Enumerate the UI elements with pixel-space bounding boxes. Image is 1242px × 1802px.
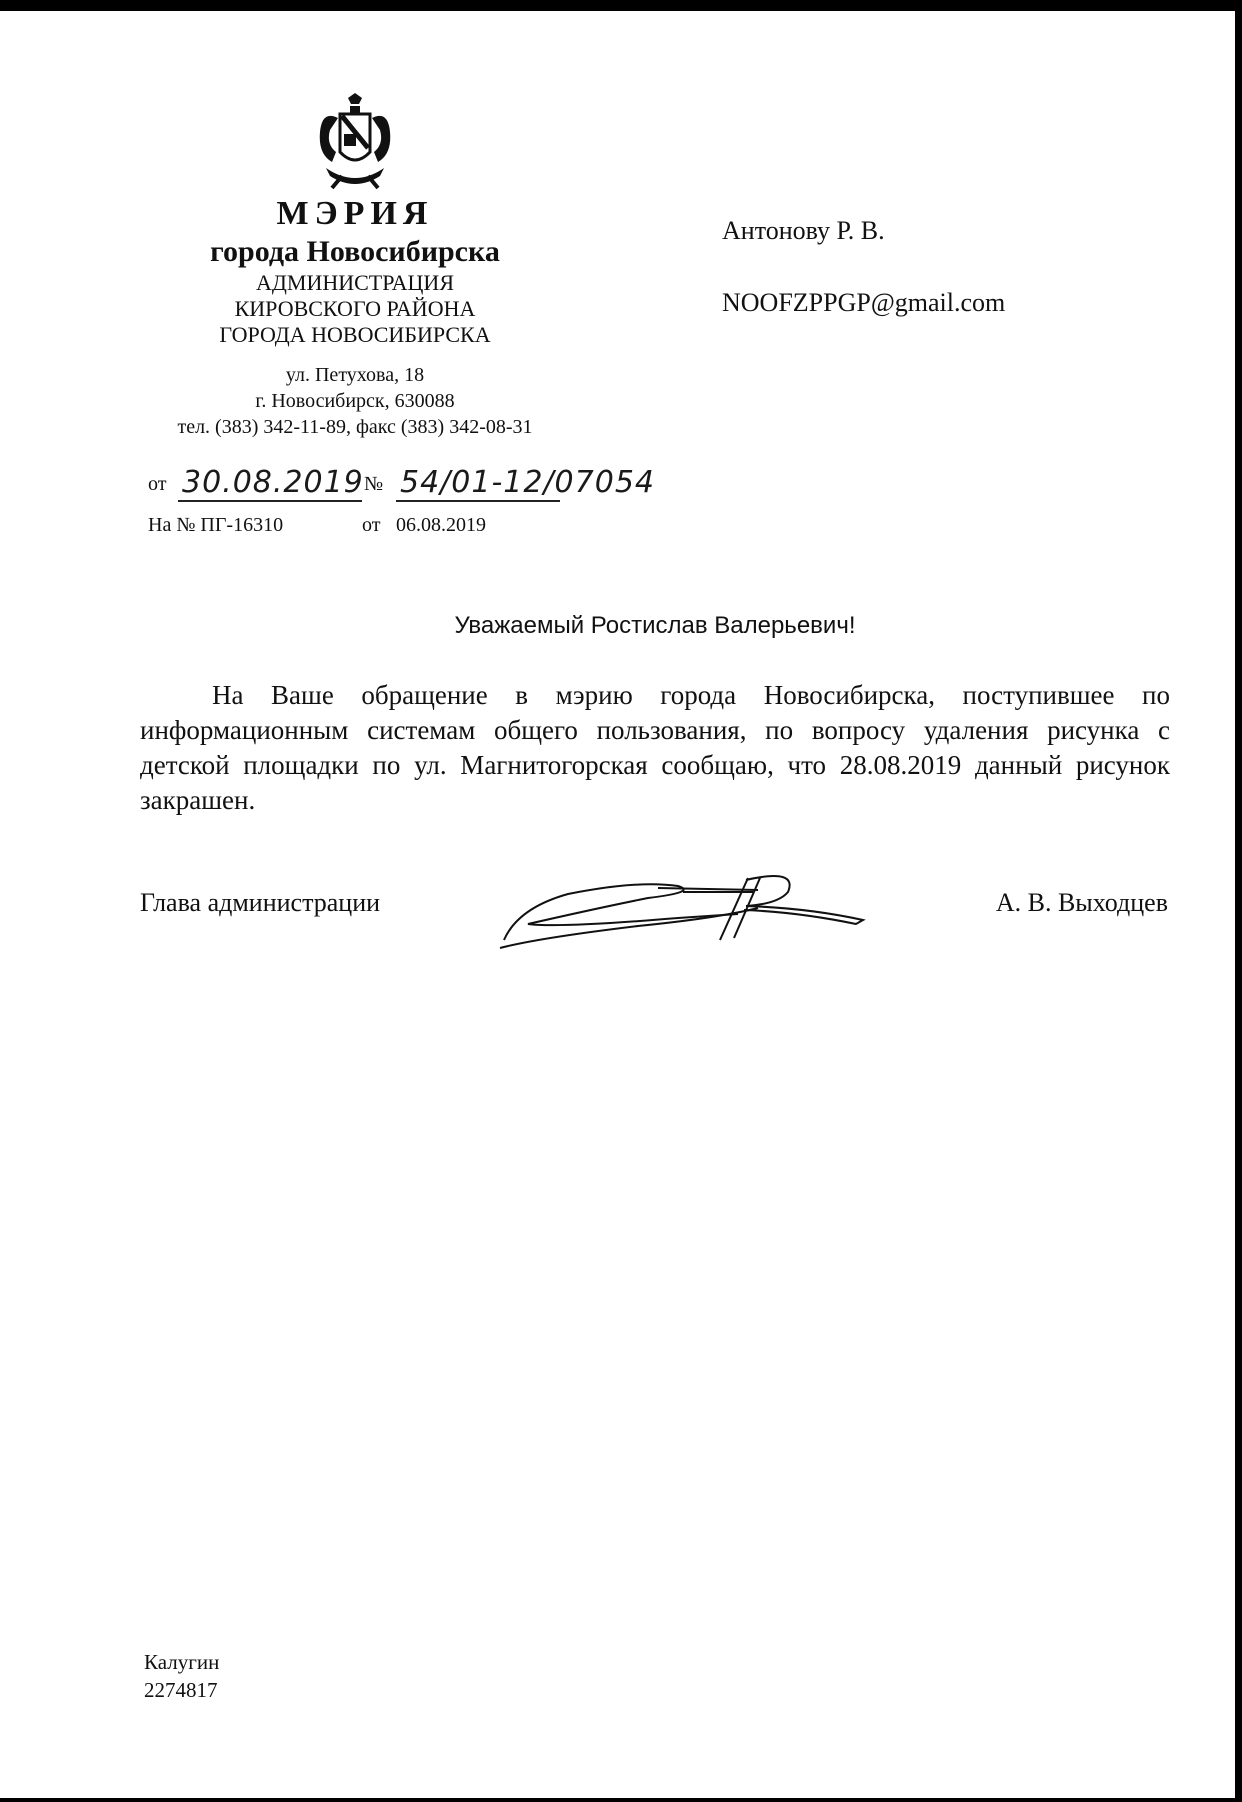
reference-date-label: от	[362, 514, 381, 536]
executor-name: Калугин	[144, 1650, 220, 1674]
scan-border-right	[1235, 0, 1242, 1802]
scan-border-top	[0, 0, 1242, 11]
executor-phone: 2274817	[144, 1678, 218, 1702]
street-address: ул. Петухова, 18	[285, 364, 425, 386]
reference-number: На № ПГ-16310	[148, 514, 284, 536]
letterhead	[140, 92, 570, 440]
greeting: Уважаемый Ростислав Валерьевич!	[454, 612, 856, 639]
registration-number: 54/01-12/07054	[400, 465, 655, 500]
city-zip: г. Новосибирск, 630088	[255, 390, 455, 412]
addressee-email: NOOFZPPGP@gmail.com	[722, 288, 1006, 317]
dept-line: ГОРОДА НОВОСИБИРСКА	[219, 322, 491, 347]
scan-border-bottom	[0, 1798, 1242, 1802]
dept-line: АДМИНИСТРАЦИЯ	[256, 270, 454, 295]
registration-line	[148, 462, 668, 502]
letter-body: На Ваше обращение в мэрию города Новосибирска, поступившее по информационным системам общего пользования, по вопросу удаления рисунка с детской площадки по ул. Магнитогорская сообщаю, что 28.08.2019 данный рисунок закрашен.	[140, 680, 1170, 815]
address-block	[140, 362, 570, 440]
executor-block	[144, 1648, 219, 1704]
city-coat-of-arms-icon	[312, 92, 398, 192]
phone-fax: тел. (383) 342-11-89, факс (383) 342-08-31	[177, 416, 533, 438]
org-name: МЭРИЯ	[276, 195, 434, 232]
signatory-title: Глава администрации	[140, 888, 381, 917]
handwritten-signature	[498, 868, 868, 950]
number-underline	[396, 500, 560, 502]
date-underline	[178, 500, 362, 502]
city-name: города Новосибирска	[210, 235, 500, 268]
reference-date: 06.08.2019	[396, 514, 486, 536]
addressee-name: Антонову Р. В.	[722, 216, 885, 245]
number-label: №	[364, 473, 384, 495]
from-label: от	[148, 473, 167, 495]
registration-date: 30.08.2019	[182, 465, 364, 500]
dept-line: КИРОВСКОГО РАЙОНА	[234, 296, 476, 321]
signatory-name: А. В. Выходцев	[995, 888, 1168, 917]
